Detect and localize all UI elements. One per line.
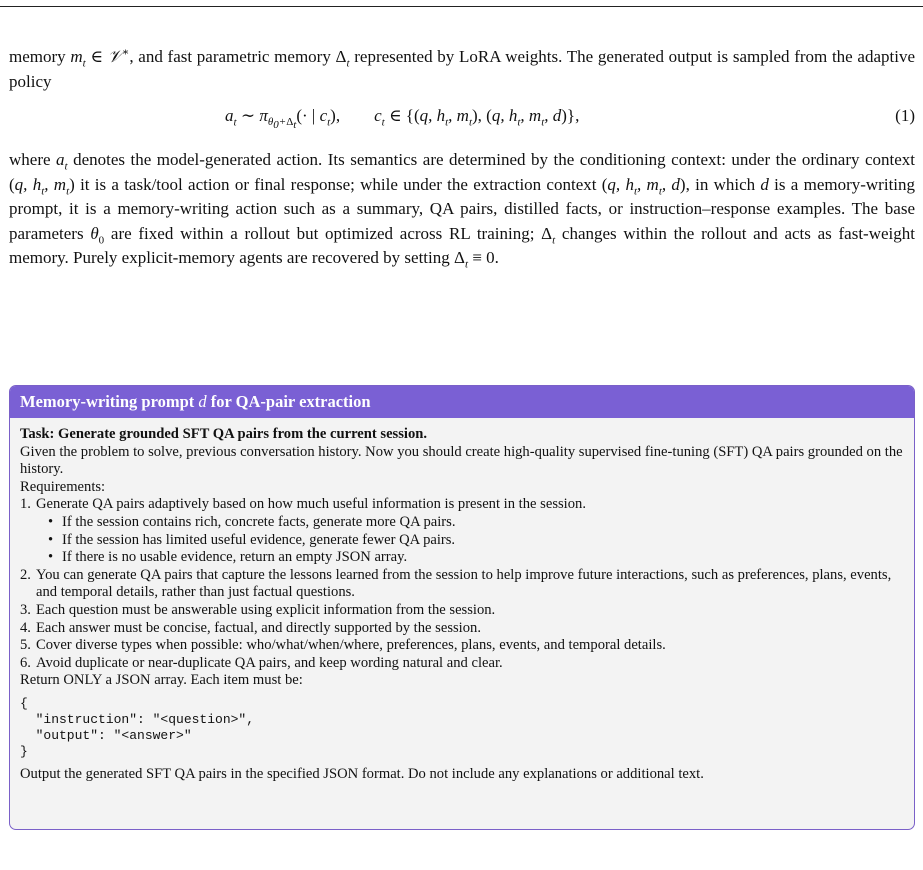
list-item: • If there is no usable evidence, return an empty JSON array.	[48, 549, 408, 566]
text: is a memory-writing prompt, it is a memory-writing action such as a summary, QA pairs, distilled facts, or instruction–response examples. The base parameters	[9, 174, 916, 243]
paragraph-memory-definition	[9, 45, 915, 94]
math-inline: $\Delta_t$	[335, 47, 350, 70]
list-item: 4. Each answer must be concise, factual, and directly supported by the session.	[20, 619, 481, 636]
text: memory	[9, 47, 71, 66]
equation-number: (1)	[895, 106, 915, 125]
text: changes within the rollout and acts as fast-weight memory. Purely explicit-memory agents are recovered by setting	[9, 223, 915, 267]
return-instruction: Return ONLY a JSON array. Each item must be:	[20, 672, 303, 689]
text: where	[9, 150, 57, 169]
title-text: for QA-pair extraction	[206, 392, 371, 411]
list-item: 3. Each question must be answerable using explicit information from the session.	[20, 601, 496, 618]
list-item-text: If the session has limited useful evidence, generate fewer QA pairs.	[62, 531, 456, 548]
prompt-box-body	[10, 418, 914, 784]
text: denotes the model-generated action. Its semantics are determined by the conditioning context: under the ordinary context	[67, 150, 916, 169]
text: represented by LoRA weights. The generated output is sampled from the adaptive policy	[9, 47, 916, 91]
math-inline: $\Delta_t \equiv 0$.	[454, 248, 499, 271]
math-inline: (q, $h_t$, $m_t$)	[9, 174, 75, 197]
math-inline: d	[760, 174, 769, 194]
list-item: 6. Avoid duplicate or near-duplicate QA pairs, and keep wording natural and clear.	[20, 654, 503, 671]
requirements-list	[20, 496, 904, 672]
intro-text: Given the problem to solve, previous conversation history. Now you should create high-quality supervised fine-tuning (SFT) QA pairs grounded on the history.	[20, 443, 903, 478]
list-item-text: You can generate QA pairs that capture the lessons learned from the session to help improve future interactions, such as preferences, plans, events, and temporal details, rather than just factual questions.	[36, 566, 892, 601]
text: , and fast parametric memory	[129, 47, 336, 66]
list-item-text: Generate QA pairs adaptively based on how much useful information is present in the session.	[36, 496, 586, 513]
sub-bullet-list	[36, 514, 904, 567]
json-code-block: { "instruction": "<question>", "output": "<answer>" }	[20, 695, 255, 759]
text: are fixed within a rollout but optimized across RL training;	[104, 223, 542, 243]
list-item: 2. You can generate QA pairs that capture the lessons learned from the session to help improve future interactions, such as preferences, plans, events, and temporal details, rather than just factual questions.	[20, 566, 892, 601]
footer-instruction: Output the generated SFT QA pairs in the specified JSON format. Do not include any explanations or additional text.	[20, 765, 704, 782]
list-item: • If the session contains rich, concrete facts, generate more QA pairs.	[48, 513, 456, 530]
math-inline: $a_t$	[56, 150, 68, 173]
list-item-text: If the session contains rich, concrete facts, generate more QA pairs.	[62, 513, 456, 530]
list-item: 5. Cover diverse types when possible: who/what/when/where, preferences, plans, events, and temporal details.	[20, 637, 666, 654]
equation-1	[0, 106, 923, 132]
list-item: 1. Generate QA pairs adaptively based on how much useful information is present in the session. • If the session contains rich, concrete facts, generate more QA pairs. • If the session has limited useful evidence, generate fewer QA pairs. • If there is no usable evidence, return an empty JSON array.	[20, 496, 904, 566]
list-item: • If the session has limited useful evidence, generate fewer QA pairs.	[48, 531, 456, 548]
paragraph-semantics	[9, 148, 915, 271]
list-item-text: Cover diverse types when possible: who/what/when/where, preferences, plans, events, and temporal details.	[36, 637, 666, 654]
list-item-text: Each question must be answerable using explicit information from the session.	[36, 601, 496, 618]
list-item-text: Each answer must be concise, factual, and directly supported by the session.	[36, 619, 481, 636]
math-inline: $\Delta_t$	[541, 223, 556, 246]
list-item-text: If there is no usable evidence, return an empty JSON array.	[62, 549, 408, 566]
math-inline: (q, $h_t$, $m_t$, d)	[601, 174, 686, 197]
math-inline: $m_t$ ∈ 𝒱∗	[70, 46, 130, 70]
equation-body: $a_t$ ∼ $\pi_{\theta_0+\Delta_t}(\cdot$ | $c_t$), $c_t$ ∈ {(q, $h_t$, $m_t$), (q, $h_t$, $m_t$, d)},	[225, 106, 580, 132]
text: it is a task/tool action or final response; while under the extraction context	[74, 174, 602, 194]
task-heading: Task: Generate grounded SFT QA pairs from the current session.	[20, 426, 428, 442]
math-inline: $\theta_0$	[90, 223, 105, 246]
list-item-text: Avoid duplicate or near-duplicate QA pairs, and keep wording natural and clear.	[36, 654, 503, 671]
text: , in which	[685, 174, 761, 194]
title-text: Memory-writing prompt	[20, 392, 199, 411]
requirements-label: Requirements:	[20, 478, 106, 495]
math-inline: d	[198, 392, 207, 411]
prompt-box	[9, 385, 915, 830]
top-rule	[0, 6, 923, 7]
prompt-box-title	[10, 386, 914, 418]
